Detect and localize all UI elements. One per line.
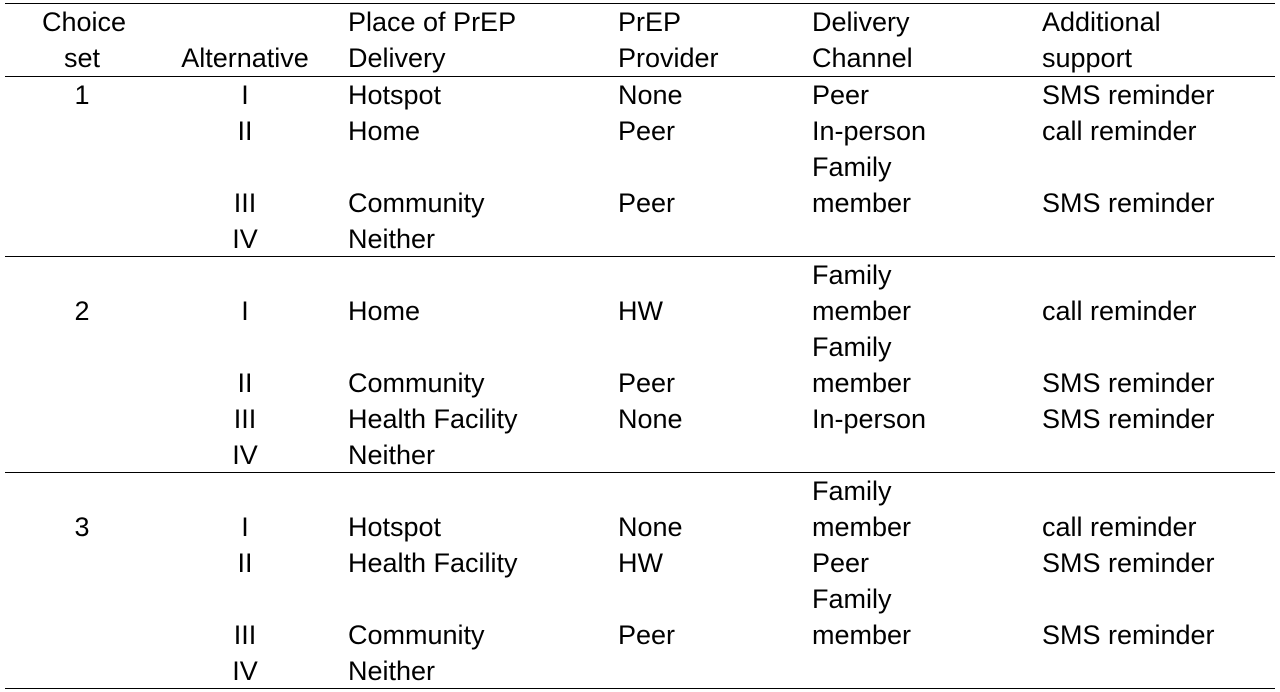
support-cell: call reminder — [1042, 512, 1197, 542]
place-cell: Community — [348, 368, 485, 398]
choice-set-number: 2 — [74, 296, 90, 326]
channel-cell-line2: member — [812, 368, 912, 398]
place-cell: Community — [348, 620, 485, 650]
place-cell: Health Facility — [348, 548, 518, 578]
support-cell: SMS reminder — [1042, 548, 1215, 578]
header-support-line2: support — [1042, 43, 1133, 73]
channel-cell-line1: Family — [812, 584, 892, 614]
channel-cell-line2: member — [812, 188, 912, 218]
place-cell: Home — [348, 116, 421, 146]
channel-cell-line1: Family — [812, 476, 892, 506]
alternative-label: II — [237, 116, 253, 146]
header-channel-line2: Channel — [812, 43, 913, 73]
alternative-label: IV — [232, 656, 258, 686]
provider-cell: None — [618, 404, 683, 434]
alternative-label: II — [237, 368, 253, 398]
channel-cell: Peer — [812, 548, 870, 578]
place-cell: Neither — [348, 656, 436, 686]
place-cell: Hotspot — [348, 512, 442, 542]
provider-cell: None — [618, 80, 683, 110]
header-provider-line2: Provider — [618, 43, 719, 73]
place-cell: Neither — [348, 224, 436, 254]
alternative-label: I — [241, 512, 249, 542]
header-place-line1: Place of PrEP — [348, 7, 517, 37]
choice-set-number: 1 — [74, 80, 90, 110]
header-provider-line1: PrEP — [618, 7, 682, 37]
channel-cell-line1: Family — [812, 152, 892, 182]
place-cell: Home — [348, 296, 421, 326]
channel-cell: In-person — [812, 116, 927, 146]
header-choice-set-line1: Choice — [42, 7, 127, 37]
place-cell: Neither — [348, 440, 436, 470]
place-cell: Hotspot — [348, 80, 442, 110]
support-cell: SMS reminder — [1042, 368, 1215, 398]
alternative-label: IV — [232, 224, 258, 254]
channel-cell-line1: Family — [812, 332, 892, 362]
channel-cell-line2: member — [812, 296, 912, 326]
choice-set-number: 3 — [74, 512, 90, 542]
channel-cell-line1: Family — [812, 260, 892, 290]
channel-cell: Peer — [812, 80, 870, 110]
header-place-line2: Delivery — [348, 43, 446, 73]
provider-cell: Peer — [618, 116, 676, 146]
alternative-label: I — [241, 80, 249, 110]
provider-cell: Peer — [618, 620, 676, 650]
support-cell: call reminder — [1042, 296, 1197, 326]
header-support-line1: Additional — [1042, 7, 1161, 37]
header-choice-set-line2: set — [63, 43, 101, 73]
channel-cell-line2: member — [812, 620, 912, 650]
support-cell: SMS reminder — [1042, 404, 1215, 434]
provider-cell: HW — [618, 296, 663, 326]
support-cell: SMS reminder — [1042, 80, 1215, 110]
alternative-label: III — [233, 188, 257, 218]
header-alternative: Alternative — [181, 43, 309, 73]
provider-cell: None — [618, 512, 683, 542]
header-channel-line1: Delivery — [812, 7, 910, 37]
support-cell: SMS reminder — [1042, 188, 1215, 218]
alternative-label: IV — [232, 440, 258, 470]
channel-cell: In-person — [812, 404, 927, 434]
alternative-label: III — [233, 404, 257, 434]
provider-cell: Peer — [618, 188, 676, 218]
provider-cell: Peer — [618, 368, 676, 398]
alternative-label: I — [241, 296, 249, 326]
place-cell: Health Facility — [348, 404, 518, 434]
support-cell: call reminder — [1042, 116, 1197, 146]
provider-cell: HW — [618, 548, 663, 578]
place-cell: Community — [348, 188, 485, 218]
alternative-label: II — [237, 548, 253, 578]
alternative-label: III — [233, 620, 257, 650]
support-cell: SMS reminder — [1042, 620, 1215, 650]
channel-cell-line2: member — [812, 512, 912, 542]
